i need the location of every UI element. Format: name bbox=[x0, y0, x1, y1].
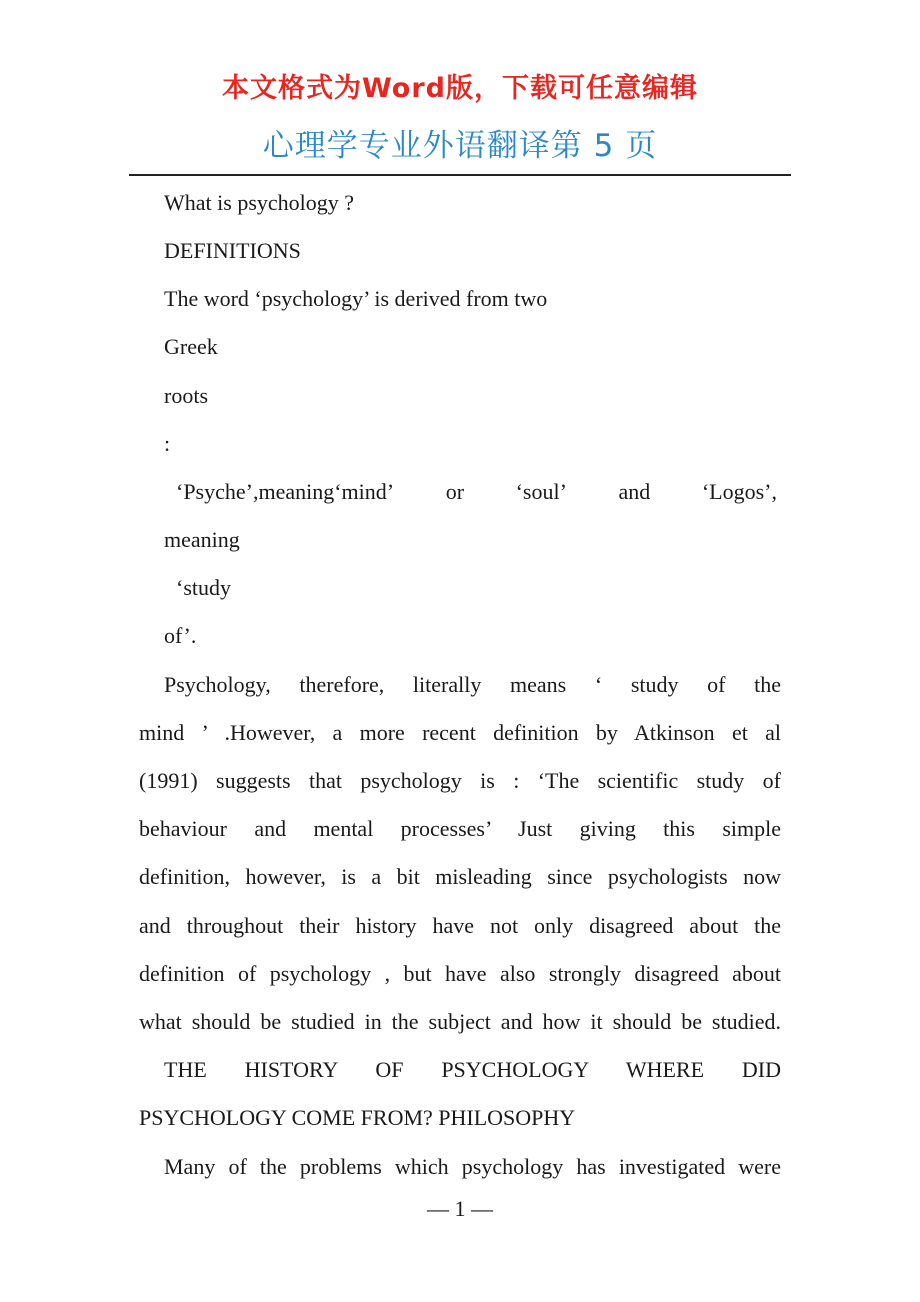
paragraph-line: (1991) suggests that psychology is : ‘The scientific study of bbox=[139, 768, 781, 793]
document-title: 心理学专业外语翻译第 5 页 bbox=[262, 128, 658, 164]
psyche-logos-line bbox=[176, 479, 777, 505]
text-line: Greek bbox=[164, 334, 218, 359]
text-line: : bbox=[164, 431, 171, 456]
text-fragment: ‘soul’ bbox=[515, 479, 567, 504]
text-line: meaning bbox=[164, 527, 240, 552]
history-heading-line: PSYCHOLOGY COME FROM? PHILOSOPHY bbox=[139, 1105, 576, 1130]
text-fragment: and bbox=[618, 479, 651, 504]
text-line: of’. bbox=[164, 623, 197, 648]
paragraph-line: Psychology, therefore, literally means ‘ study of the bbox=[164, 672, 781, 697]
text-line: ‘study bbox=[176, 575, 231, 600]
text-line: roots bbox=[164, 383, 208, 408]
history-heading-line: THE HISTORY OF PSYCHOLOGY WHERE DID bbox=[164, 1057, 781, 1082]
title-divider bbox=[129, 174, 791, 176]
download-banner: 本文格式为Word版，下载可任意编辑 bbox=[221, 73, 698, 104]
paragraph-line: definition of psychology , but have also strongly disagreed about bbox=[139, 961, 781, 986]
paragraph-line: and throughout their history have not only disagreed about the bbox=[139, 913, 781, 938]
text-line: The word ‘psychology’ is derived from two bbox=[164, 286, 548, 311]
paragraph-line: mind ’ .However, a more recent definition by Atkinson et al bbox=[139, 720, 781, 745]
page-number: — 1 — bbox=[427, 1196, 493, 1221]
definitions-heading: DEFINITIONS bbox=[164, 238, 301, 263]
paragraph-line: definition, however, is a bit misleading since psychologists now bbox=[139, 864, 781, 889]
paragraph-line: Many of the problems which psychology has investigated were bbox=[164, 1154, 781, 1179]
paragraph-line: what should be studied in the subject and how it should be studied. bbox=[139, 1009, 781, 1034]
question-line: What is psychology ? bbox=[164, 190, 355, 215]
paragraph-line: behaviour and mental processes’ Just giving this simple bbox=[139, 816, 781, 841]
text-fragment: ‘Psyche’,meaning‘mind’ bbox=[176, 479, 395, 504]
text-fragment: or bbox=[445, 479, 465, 504]
text-fragment: ‘Logos’, bbox=[701, 479, 777, 504]
